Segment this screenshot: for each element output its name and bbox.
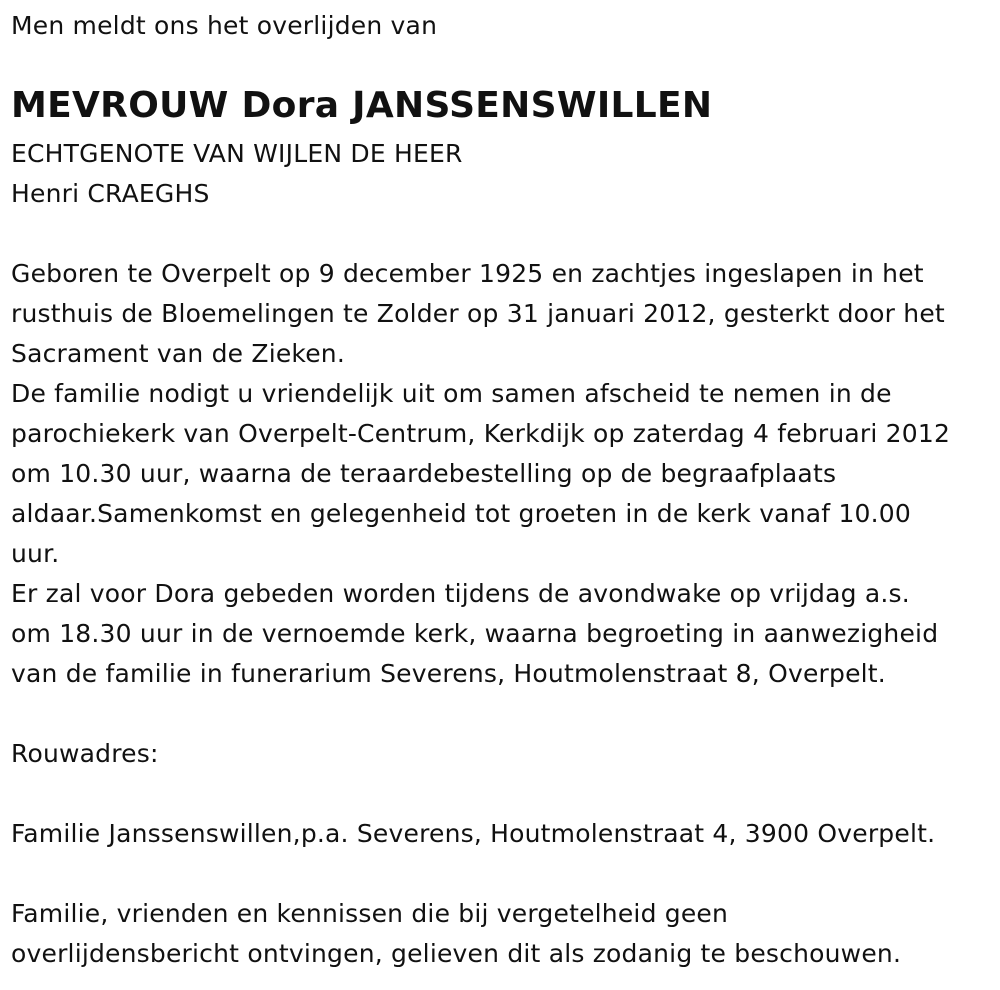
closing-note xyxy=(11,894,901,974)
deceased-name: MEVROUW Dora JANSSENSWILLEN xyxy=(11,85,713,126)
spouse-line: Henri CRAEGHS xyxy=(11,179,210,208)
body-line: om 18.30 uur in de vernoemde kerk, waarna begroeting in aanwezigheid xyxy=(11,619,939,648)
note-line: Familie, vrienden en kennissen die bij vergetelheid geen xyxy=(11,899,729,928)
intro-text: Men meldt ons het overlijden van xyxy=(11,11,438,40)
body-line: rusthuis de Bloemelingen te Zolder op 31 januari 2012, gesterkt door het xyxy=(11,299,945,328)
note-line: overlijdensbericht ontvingen, gelieven dit als zodanig te beschouwen. xyxy=(11,939,902,968)
body-line: Er zal voor Dora gebeden worden tijdens de avondwake op vrijdag a.s. xyxy=(11,579,910,608)
body-line: De familie nodigt u vriendelijk uit om samen afscheid te nemen in de xyxy=(11,379,892,408)
body-line: uur. xyxy=(11,539,60,568)
body-line: Geboren te Overpelt op 9 december 1925 en zachtjes ingeslapen in het xyxy=(11,259,924,288)
spouse-line: ECHTGENOTE VAN WIJLEN DE HEER xyxy=(11,139,463,168)
body-line: om 10.30 uur, waarna de teraardebestelling op de begraafplaats xyxy=(11,459,837,488)
rouwadres-label: Rouwadres: xyxy=(11,739,159,768)
body-line: van de familie in funerarium Severens, Houtmolenstraat 8, Overpelt. xyxy=(11,659,886,688)
body-line: aldaar.Samenkomst en gelegenheid tot groeten in de kerk vanaf 10.00 xyxy=(11,499,912,528)
body-text xyxy=(11,254,950,694)
address-section xyxy=(11,814,935,854)
mourning-address: Familie Janssenswillen,p.a. Severens, Houtmolenstraat 4, 3900 Overpelt. xyxy=(11,819,936,848)
spouse-block xyxy=(11,134,463,214)
body-line: parochiekerk van Overpelt-Centrum, Kerkdijk op zaterdag 4 februari 2012 xyxy=(11,419,951,448)
body-line: Sacrament van de Zieken. xyxy=(11,339,345,368)
rouwadres-section xyxy=(11,734,159,774)
